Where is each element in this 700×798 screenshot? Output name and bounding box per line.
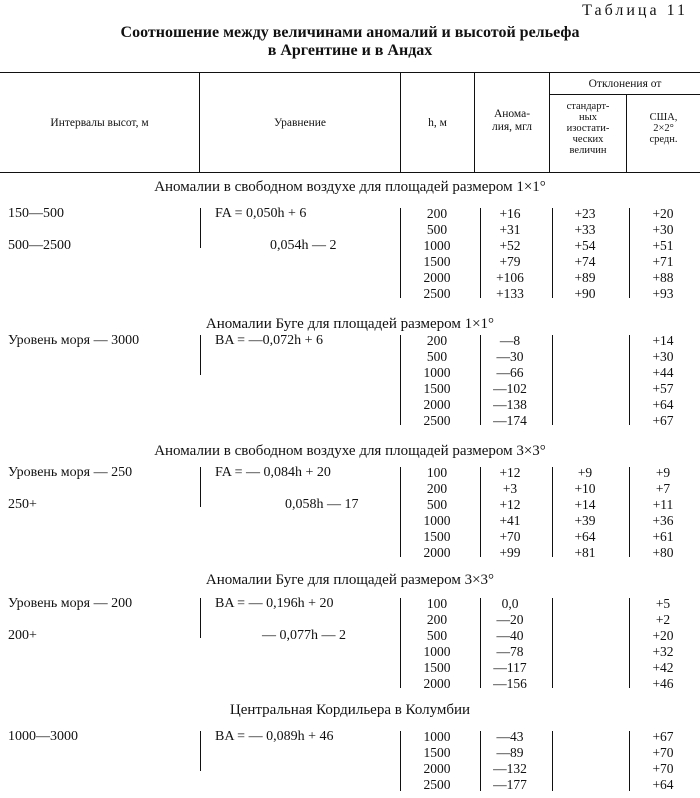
- column-rule: [480, 731, 481, 791]
- usa-value: +20: [652, 628, 674, 643]
- usa-value: +2: [655, 612, 671, 627]
- h-value: 1500: [423, 254, 451, 269]
- table-number-label: Таблица 11: [582, 2, 688, 19]
- h-value: 100: [426, 465, 448, 480]
- section-title: Центральная Кордильера в Колумбии: [229, 702, 471, 718]
- column-rule: [552, 467, 553, 557]
- column-rule: [629, 335, 630, 425]
- h-value: 200: [426, 612, 448, 627]
- height-interval: 1000—3000: [8, 729, 78, 744]
- usa-value: +9: [655, 465, 671, 480]
- h-value: 2500: [423, 286, 451, 301]
- header-intervals: Интервалы высот, м: [50, 117, 149, 129]
- anomaly-value: —20: [496, 612, 524, 627]
- h-value: 2500: [423, 777, 451, 792]
- column-rule: [400, 598, 401, 688]
- equation: 0,058h — 17: [285, 497, 359, 512]
- h-value: 1000: [423, 644, 451, 659]
- height-interval: 200+: [8, 628, 37, 643]
- usa-value: +67: [652, 729, 674, 744]
- usa-value: +46: [652, 676, 674, 691]
- table-title-line-2: в Аргентине и в Андах: [267, 42, 433, 59]
- h-value: 1000: [423, 513, 451, 528]
- anomaly-value: —102: [493, 381, 527, 396]
- column-rule: [629, 598, 630, 688]
- anomaly-value: —156: [493, 676, 527, 691]
- anomaly-value: +133: [496, 286, 524, 301]
- header-anomaly-l1: Анома-: [493, 108, 531, 120]
- section-title: Аномалии в свободном воздухе для площадей размером 3×3°: [154, 443, 546, 459]
- usa-value: +70: [652, 745, 674, 760]
- h-value: 2000: [423, 545, 451, 560]
- h-value: 500: [426, 628, 448, 643]
- usa-value: +30: [652, 349, 674, 364]
- h-value: 2000: [423, 761, 451, 776]
- usa-value: +67: [652, 413, 674, 428]
- column-rule: [480, 335, 481, 425]
- standard-deviation-value: +74: [574, 254, 596, 269]
- anomaly-value: —174: [493, 413, 527, 428]
- h-value: 500: [426, 497, 448, 512]
- anomaly-value: 0,0: [501, 596, 519, 611]
- usa-value: +32: [652, 644, 674, 659]
- h-value: 200: [426, 333, 448, 348]
- height-interval: 250+: [8, 497, 37, 512]
- equation: BA = —0,072h + 6: [215, 333, 323, 348]
- anomaly-value: +12: [499, 465, 521, 480]
- h-value: 500: [426, 222, 448, 237]
- anomaly-value: —117: [493, 660, 527, 675]
- anomaly-value: +99: [499, 545, 521, 560]
- anomaly-value: +41: [499, 513, 521, 528]
- h-value: 200: [426, 206, 448, 221]
- column-rule: [552, 335, 553, 425]
- section-title: Аномалии Буге для площадей размером 3×3°: [205, 572, 495, 588]
- header-deviations: Отклонения от: [588, 78, 662, 90]
- anomaly-value: +12: [499, 497, 521, 512]
- usa-value: +70: [652, 761, 674, 776]
- anomaly-value: +31: [499, 222, 521, 237]
- header-standard-l3: изостати-: [566, 123, 610, 134]
- h-value: 1500: [423, 660, 451, 675]
- column-rule: [200, 598, 201, 638]
- h-value: 2000: [423, 397, 451, 412]
- anomaly-value: +16: [499, 206, 521, 221]
- usa-value: +93: [652, 286, 674, 301]
- anomaly-value: +79: [499, 254, 521, 269]
- h-value: 1000: [423, 365, 451, 380]
- anomaly-value: +52: [499, 238, 521, 253]
- standard-deviation-value: +10: [574, 481, 596, 496]
- usa-value: +64: [652, 777, 674, 792]
- column-rule: [400, 467, 401, 557]
- equation: 0,054h — 2: [270, 238, 337, 253]
- column-rule: [480, 467, 481, 557]
- column-rule: [200, 467, 201, 507]
- standard-deviation-value: +81: [574, 545, 596, 560]
- h-value: 1500: [423, 529, 451, 544]
- header-standard-l4: ческих: [572, 134, 604, 145]
- header-standard-l5: величин: [569, 145, 607, 156]
- deviations-rule: [549, 94, 700, 95]
- usa-value: +5: [655, 596, 671, 611]
- anomaly-value: —138: [493, 397, 527, 412]
- standard-deviation-value: +90: [574, 286, 596, 301]
- usa-value: +20: [652, 206, 674, 221]
- equation: — 0,077h — 2: [262, 628, 346, 643]
- usa-value: +64: [652, 397, 674, 412]
- equation: FA = — 0,084h + 20: [215, 465, 331, 480]
- h-value: 2000: [423, 270, 451, 285]
- anomaly-value: —78: [496, 644, 524, 659]
- anomaly-value: —30: [496, 349, 524, 364]
- standard-deviation-value: +64: [574, 529, 596, 544]
- header-h: h, м: [428, 117, 447, 129]
- column-rule: [629, 467, 630, 557]
- height-interval: 150—500: [8, 206, 64, 221]
- anomaly-value: —43: [496, 729, 524, 744]
- h-value: 2000: [423, 676, 451, 691]
- column-rule: [552, 731, 553, 791]
- header-standard-l1: стандарт-: [566, 101, 610, 112]
- h-value: 500: [426, 349, 448, 364]
- standard-deviation-value: +14: [574, 497, 596, 512]
- standard-deviation-value: +23: [574, 206, 596, 221]
- header-usa-l1: США,: [649, 112, 678, 123]
- usa-value: +44: [652, 365, 674, 380]
- column-rule: [400, 731, 401, 791]
- usa-value: +88: [652, 270, 674, 285]
- standard-deviation-value: +54: [574, 238, 596, 253]
- usa-value: +14: [652, 333, 674, 348]
- h-value: 2500: [423, 413, 451, 428]
- height-interval: 500—2500: [8, 238, 71, 253]
- usa-value: +36: [652, 513, 674, 528]
- column-rule: [629, 731, 630, 791]
- header-bottom-rule: [0, 172, 700, 173]
- anomaly-value: +106: [496, 270, 524, 285]
- section-title: Аномалии Буге для площадей размером 1×1°: [205, 316, 495, 332]
- height-interval: Уровень моря — 3000: [8, 333, 140, 348]
- h-value: 1500: [423, 745, 451, 760]
- usa-value: +7: [655, 481, 671, 496]
- h-value: 1000: [423, 729, 451, 744]
- usa-value: +57: [652, 381, 674, 396]
- height-interval: Уровень моря — 250: [8, 465, 133, 480]
- column-rule: [480, 208, 481, 298]
- column-rule: [629, 208, 630, 298]
- column-rule: [400, 208, 401, 298]
- h-value: 200: [426, 481, 448, 496]
- header-anomaly-l2: лия, мгл: [491, 121, 533, 133]
- h-value: 100: [426, 596, 448, 611]
- table-title-line-1: Соотношение между величинами аномалий и высотой рельефа: [120, 24, 580, 41]
- header-equation: Уравнение: [273, 117, 327, 129]
- equation: BA = — 0,196h + 20: [215, 596, 334, 611]
- section-title: Аномалии в свободном воздухе для площадей размером 1×1°: [154, 179, 546, 195]
- h-value: 1500: [423, 381, 451, 396]
- header-usa-l2: 2×2°: [653, 123, 674, 134]
- header-standard-l2: ных: [579, 112, 597, 123]
- column-rule: [400, 335, 401, 425]
- column-rule: [200, 731, 201, 771]
- anomaly-value: —8: [499, 333, 521, 348]
- column-rule: [552, 208, 553, 298]
- anomaly-value: —40: [496, 628, 524, 643]
- usa-value: +11: [652, 497, 674, 512]
- column-rule: [480, 598, 481, 688]
- usa-value: +61: [652, 529, 674, 544]
- usa-value: +71: [652, 254, 674, 269]
- anomaly-value: +70: [499, 529, 521, 544]
- usa-value: +30: [652, 222, 674, 237]
- equation: BA = — 0,089h + 46: [215, 729, 334, 744]
- standard-deviation-value: +33: [574, 222, 596, 237]
- column-rule: [200, 208, 201, 248]
- h-value: 1000: [423, 238, 451, 253]
- column-rule: [200, 335, 201, 375]
- standard-deviation-value: +9: [577, 465, 593, 480]
- usa-value: +51: [652, 238, 674, 253]
- anomaly-value: —89: [496, 745, 524, 760]
- anomaly-value: —177: [493, 777, 527, 792]
- header-top-rule: [0, 72, 700, 73]
- height-interval: Уровень моря — 200: [8, 596, 133, 611]
- column-rule: [552, 598, 553, 688]
- standard-deviation-value: +39: [574, 513, 596, 528]
- equation: FA = 0,050h + 6: [215, 206, 307, 221]
- standard-deviation-value: +89: [574, 270, 596, 285]
- usa-value: +80: [652, 545, 674, 560]
- header-usa-l3: средн.: [649, 134, 678, 145]
- anomaly-value: +3: [502, 481, 518, 496]
- usa-value: +42: [652, 660, 674, 675]
- anomaly-value: —132: [493, 761, 527, 776]
- anomaly-value: —66: [496, 365, 524, 380]
